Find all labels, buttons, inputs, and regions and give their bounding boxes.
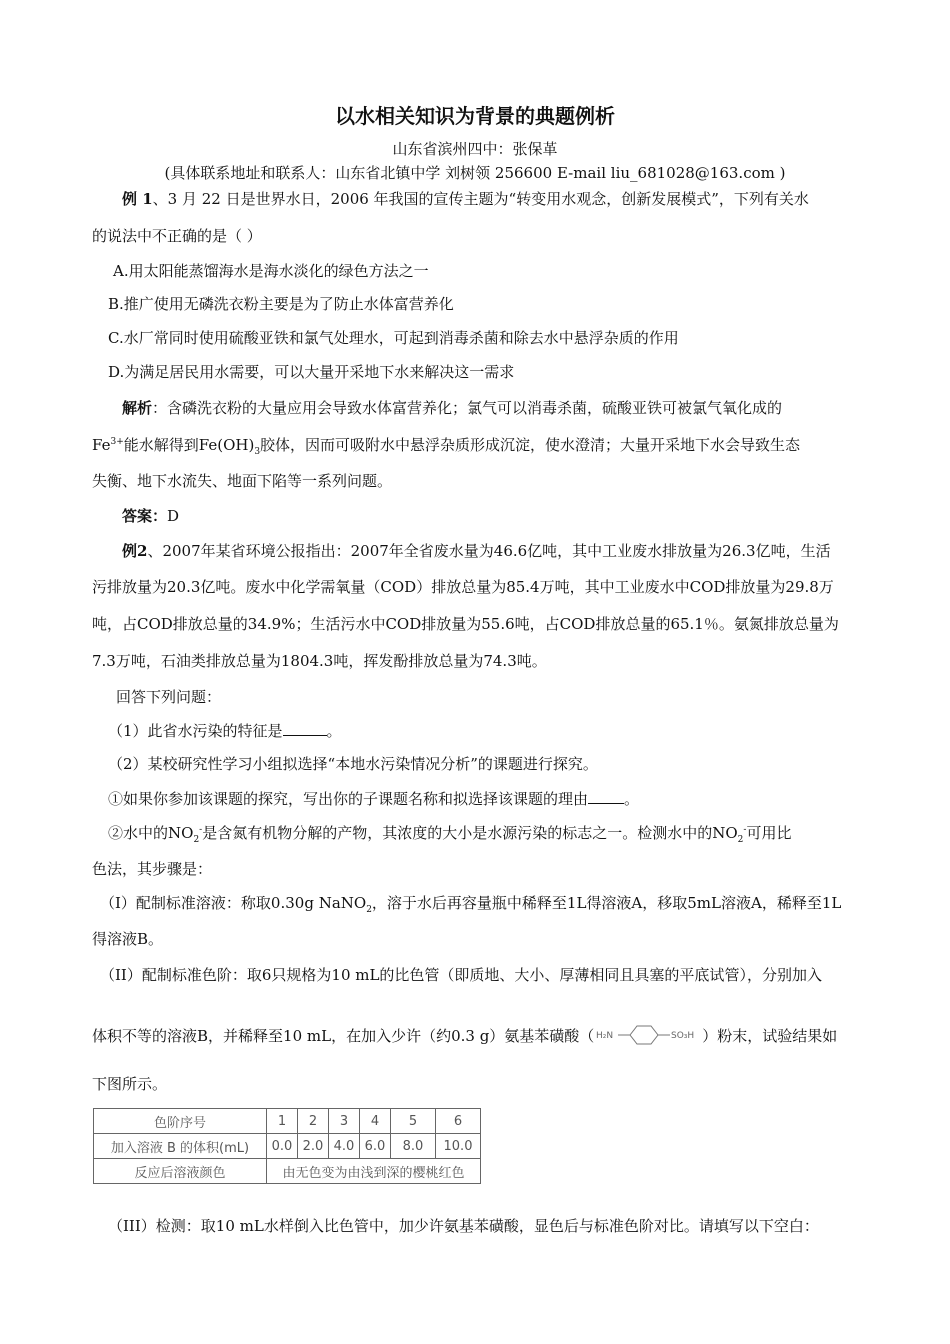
answer-blank[interactable] [588,789,624,804]
color-scale-table [93,1108,481,1184]
q1-option-b: B.推广使用无磷洗衣粉主要是为了防止水体富营养化 [108,295,454,313]
q1-option-d: D.为满足居民用水需要，可以大量开采地下水来解决这一需求 [108,363,515,381]
q1-stem-line1: 例 1、3 月 22 日是世界水日，2006 年我国的宣传主题为“转变用水观念，创新发展模式”，下列有关水 [122,190,809,208]
step3-line: （III）检测：取10 mL水样倒入比色管中，加少许氨基苯磺酸，显色后与标准色阶对比。请填写以下空白： [108,1217,819,1235]
table-row: 反应后溶液颜色 由无色变为由浅到深的樱桃红色 [94,1159,481,1184]
q2-sub2-2-line1: ②水中的$NO_2^-$是含氮有机物分解的产物，其浓度的大小是水源污染的标志之一。检测水中的$NO_2^-$可用比 [108,824,792,845]
answer-blank[interactable] [283,721,327,736]
q2-stem-line1: 例2、2007年某省环境公报指出：2007年全省废水量为46.6亿吨，其中工业废水排放量为26.3亿吨，生活 [122,542,831,560]
table-row: 加入溶液 B 的体积(mL) 0.0 2.0 4.0 6.0 8.0 10.0 [94,1134,481,1159]
table-row-header: 色阶序号 [94,1109,267,1134]
q1-answer: 答案：D [122,507,180,525]
q1-label: 例 1 [122,190,153,208]
q1-option-c: C.水厂常同时使用硫酸亚铁和氯气处理水，可起到消毒杀菌和除去水中悬浮杂质的作用 [108,329,679,347]
step2-line3: 下图所示。 [92,1075,168,1093]
document-title: 以水相关知识为背景的典题例析 [335,104,615,128]
q1-analysis-line3: 失衡、地下水流失、地面下陷等一系列问题。 [92,472,393,490]
step1-line2: 得溶液B。 [92,930,164,948]
table-row-header: 反应后溶液颜色 [94,1159,267,1184]
q2-sub1: （1）此省水污染的特征是 。 [108,722,342,740]
q2-stem-line3: 吨，占COD排放总量的34.9%；生活污水中COD排放量为55.6吨，占COD排放总量的65.1％。氨氮排放总量为 [92,615,839,633]
q1-analysis-line2: $Fe^{3+}$能水解得到$Fe(OH)_3$胶体，因而可吸附水中悬浮杂质形成沉淀，使水澄清；大量开采地下水会导致生态 [92,436,801,457]
table-row-header: 加入溶液 B 的体积(mL) [94,1134,267,1159]
step2-line1: （II）配制标准色阶：取6只规格为10 mL的比色管（即质地、大小、厚薄相同且具塞的平底试管），分别加入 [100,966,822,984]
sulfanilic-acid-structure-icon [594,1022,702,1048]
contact-line: (具体联系地址和联系人：山东省北镇中学 刘树领 256600 E-mail liu_681028@163.com ) [164,164,786,182]
table-row: 色阶序号 1 2 3 4 5 6 [94,1109,481,1134]
q1-analysis-label: 解析 [122,399,153,417]
author-line: 山东省滨州四中：张保革 [392,140,558,158]
q2-label: 例2 [122,542,148,560]
q2-stem-line4: 7.3万吨，石油类排放总量为1804.3吨，挥发酚排放总量为74.3吨。 [92,652,547,670]
q2-sub2-1: ①如果你参加该课题的探究，写出你的子课题名称和拟选择该课题的理由 。 [108,790,640,808]
svg-text:H₂N: H₂N [596,1031,614,1041]
q2-stem-line2: 污排放量为20.3亿吨。废水中化学需氧量（COD）排放总量为85.4万吨，其中工业废水中COD排放量为29.8万 [92,578,834,596]
step2-line2: 体积不等的溶液B，并稀释至10 mL，在加入少许（约0.3 g）氨基苯磺酸（ H₂N SO₃H ）粉末，试验结果如 [92,1024,872,1050]
q2-sub2-2-line2: 色法，其步骤是： [92,860,213,878]
svg-text:SO₃H: SO₃H [671,1031,695,1041]
q1-stem-line2: 的说法中不正确的是（ ） [92,227,262,245]
q2-prompt: 回答下列问题： [116,688,222,706]
q1-option-a: A.用太阳能蒸馏海水是海水淡化的绿色方法之一 [113,262,429,280]
step1-line1: （I）配制标准溶液：称取0.30g NaNO$_2$，溶于水后再容量瓶中稀释至1L得溶液A，移取5mL溶液A，稀释至1L [100,894,842,915]
q1-analysis-line1: 解析：含磷洗衣粉的大量应用会导致水体富营养化；氯气可以消毒杀菌，硫酸亚铁可被氯气氧化成的 [122,399,783,417]
q2-sub2: （2）某校研究性学习小组拟选择“本地水污染情况分析”的课题进行探究。 [108,755,598,773]
